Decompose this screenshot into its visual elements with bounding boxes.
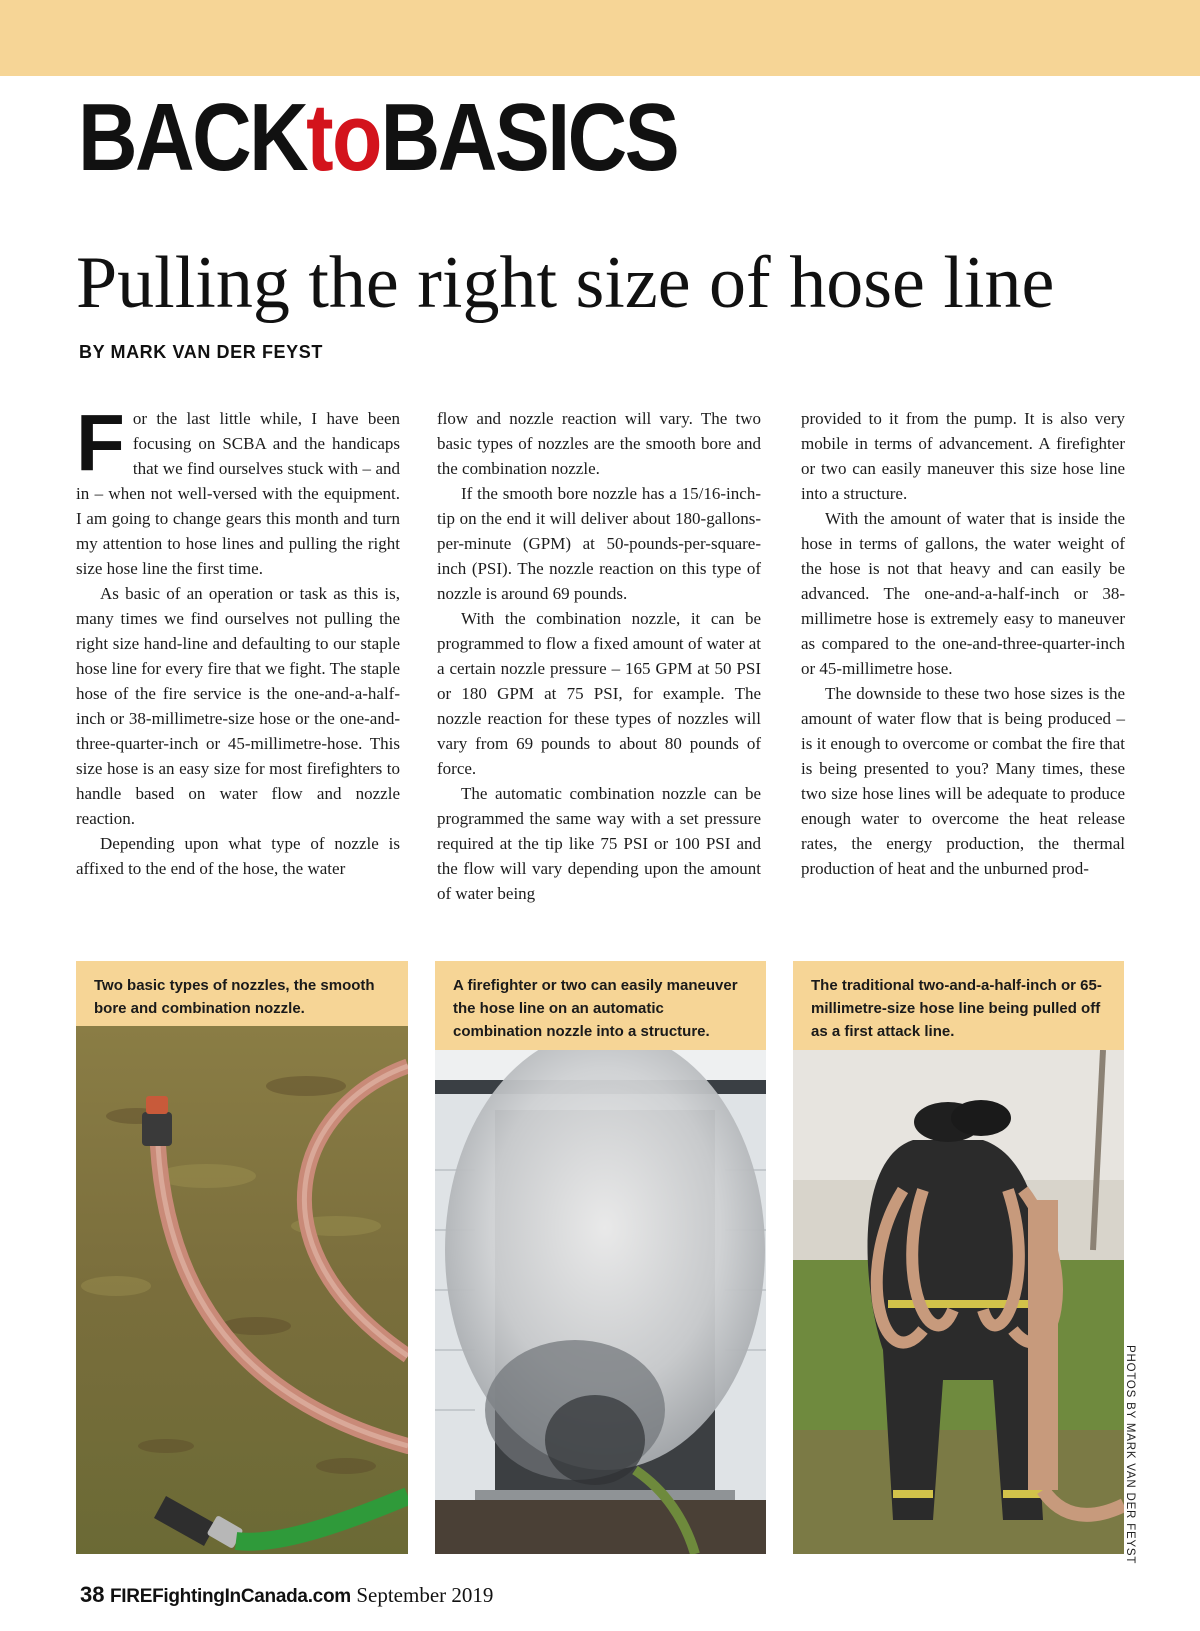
footer-site: FIREFightingInCanada.com (109, 1586, 351, 1607)
top-color-band (0, 0, 1200, 76)
text-column-2 (437, 406, 761, 906)
paragraph: flow and nozzle reaction will vary. The two basic types of nozzles are the smooth bore and the combination nozzle. (437, 409, 761, 478)
paragraph: With the combination nozzle, it can be programmed to flow a fixed amount of water at a certain nozzle pressure – 165 GPM at 50 PSI or 180 GPM at 75 PSI, for example. The nozzle reaction for these types of nozzles will vary from 69 pounds to about 80 pounds of force. (437, 609, 761, 778)
text-column-3 (801, 406, 1125, 881)
paragraph: With the amount of water that is inside the hose in terms of gallons, the water weight of the hose is not that heavy and can easily be advanced. The one-and-a-half-inch or 38-millimetre hose is extremely easy to maneuver as compared to the one-and-three-quarter-inch or 45-millimetre hose. (801, 509, 1125, 678)
paragraph: If the smooth bore nozzle has a 15/16-inch-tip on the end it will deliver about 180-gallons-per-minute (GPM) at 50-pounds-per-square-inch (PSI). The nozzle reaction on this type of nozzle is around 69 pounds. (437, 484, 761, 603)
photo-caption-2: A firefighter or two can easily maneuver the hose line on an automatic combination nozzle into a structure. (435, 961, 766, 1050)
drop-cap: F (76, 398, 125, 487)
photo-caption-1: Two basic types of nozzles, the smooth bore and combination nozzle. (76, 961, 408, 1026)
section-heading-to: to (306, 84, 381, 191)
paragraph: The automatic combination nozzle can be programmed the same way with a set pressure required at the tip like 75 PSI or 100 PSI and the flow will vary depending upon the amount of water being (437, 784, 761, 903)
section-heading-basics: BASICS (380, 84, 678, 191)
page-number: 38 (80, 1582, 105, 1607)
page-footer (80, 1582, 493, 1608)
paragraph: provided to it from the pump. It is also very mobile in terms of advancement. A firefighter or two can easily maneuver this size hose line into a structure. (801, 409, 1125, 503)
photo-caption-3: The traditional two-and-a-half-inch or 65-millimetre-size hose line being pulled off as a first attack line. (793, 961, 1124, 1050)
paragraph: The downside to these two hose sizes is the amount of water flow that is being produced – is it enough to overcome or combat the fire that is being presented to you? Many times, these two size hose lines will be adequate to produce enough water to overcome the heat release rates, the energy production, the thermal production of heat and the unburned prod- (801, 684, 1125, 878)
photo-firefighter-doorway-smoke (435, 1050, 766, 1554)
footer-date: September 2019 (356, 1583, 494, 1607)
paragraph: As basic of an operation or task as this is, many times we find ourselves not pulling the right size hand-line and defaulting to our staple hose line for every fire that we fight. The staple hose of the fire service is the one-and-a-half-inch or 38-millimetre-size hose or the one-and-three-quarter-inch or 45-millimetre-hose. This size hose is an easy size for most firefighters to handle based on water flow and nozzle reaction. (76, 584, 400, 828)
article-byline: BY MARK VAN DER FEYST (79, 342, 323, 362)
photo-credit: PHOTOS BY MARK VAN DER FEYST (1124, 1345, 1136, 1565)
article-title: Pulling the right size of hose line (76, 242, 1055, 324)
section-heading (78, 84, 678, 191)
photo-firefighters-carrying-hose (793, 1050, 1124, 1554)
paragraph: Depending upon what type of nozzle is affixed to the end of the hose, the water (76, 834, 400, 878)
section-heading-back: BACK (78, 84, 307, 191)
text-column-1 (76, 398, 400, 881)
photo-nozzles-on-grass (76, 1026, 408, 1554)
paragraph: or the last little while, I have been focusing on SCBA and the handicaps that we find ourselves stuck with – and in – when not well-versed with the equipment. I am going to change gears this month and turn my attention to hose lines and pulling the right size hose line the first time. (76, 409, 400, 578)
